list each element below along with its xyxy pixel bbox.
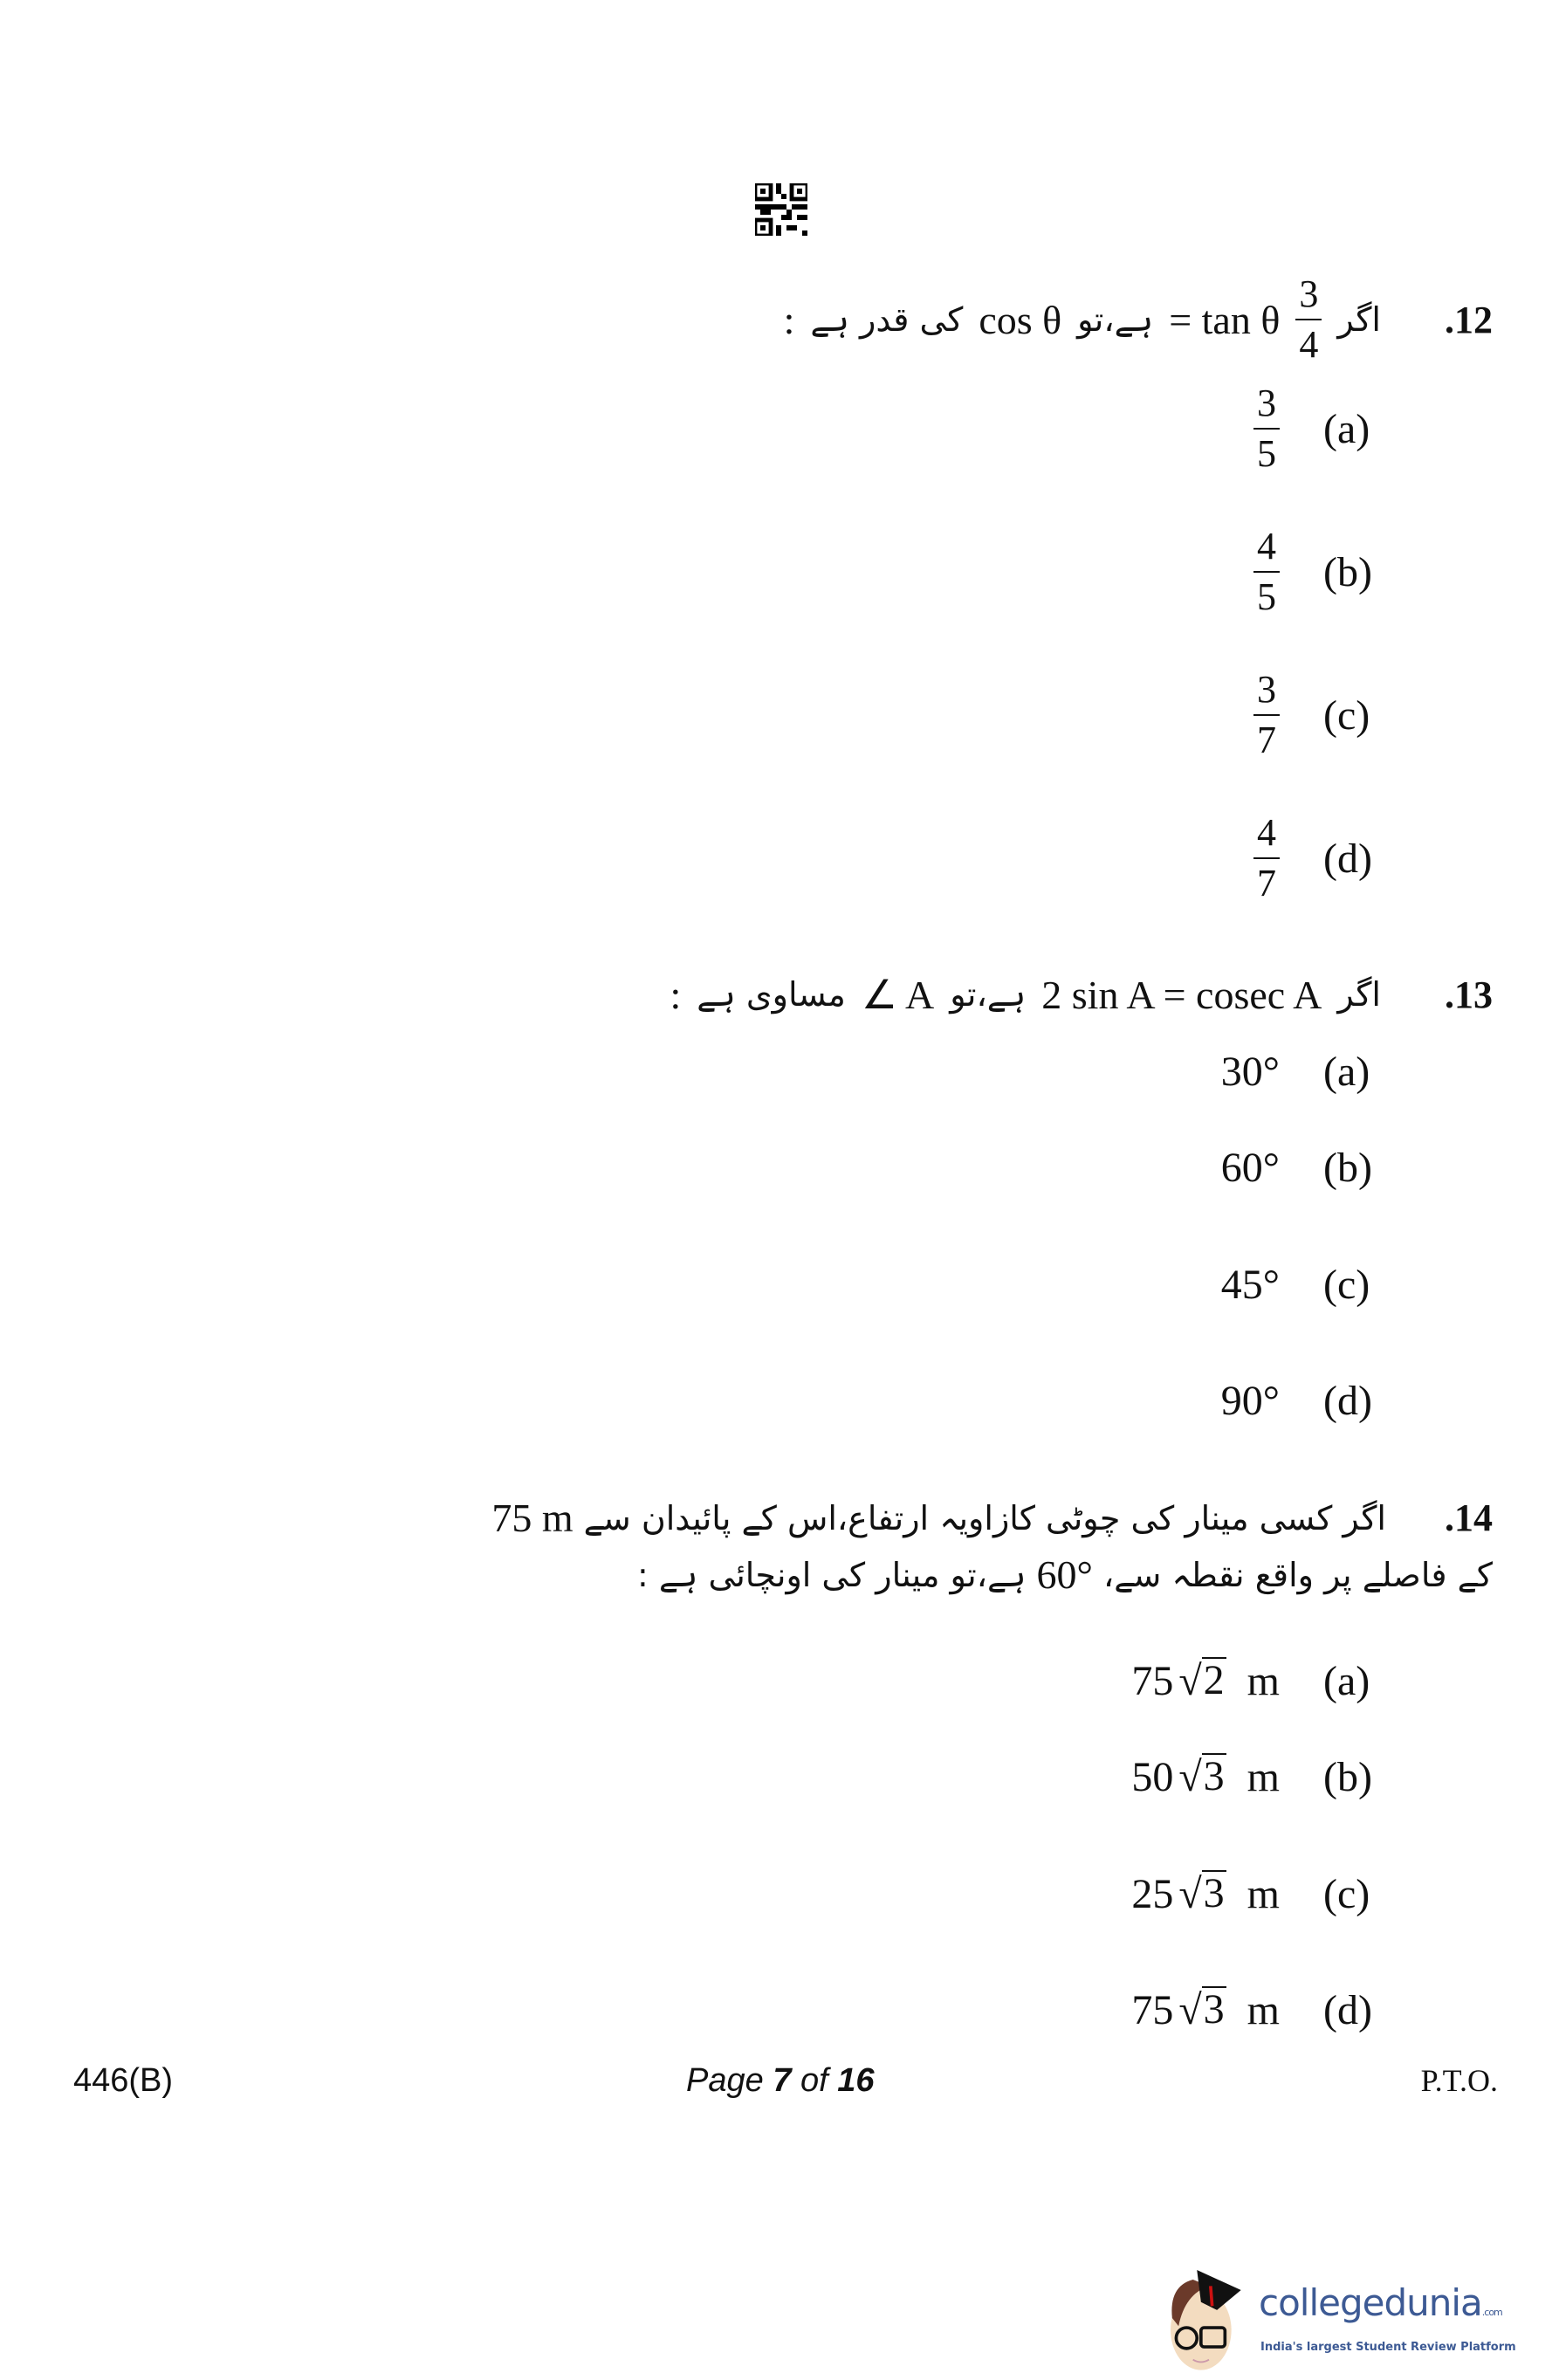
radicand: 2 — [1203, 1657, 1225, 1703]
square-root: √ 2 — [1178, 1657, 1225, 1704]
option-c[interactable] — [1149, 1261, 1384, 1309]
coefficient: 75 — [1131, 1658, 1174, 1704]
angle-expression: ∠ A — [861, 973, 935, 1017]
colon: : — [670, 972, 682, 1017]
question-number: .14 — [1445, 1496, 1493, 1539]
option-a[interactable] — [1149, 1048, 1384, 1096]
option-d[interactable] — [1131, 1986, 1384, 2034]
option-b[interactable] — [1149, 1144, 1384, 1192]
question-text: اگر — [1337, 975, 1381, 1014]
option-label: (a) — [1323, 1658, 1370, 1704]
question-text: ہے،تو — [1077, 300, 1154, 339]
question-number: .12 — [1445, 298, 1493, 341]
option-value: 90° — [1220, 1378, 1280, 1424]
radicand: 3 — [1203, 1986, 1225, 2033]
option-a[interactable] — [1131, 1657, 1384, 1705]
option-c[interactable] — [1131, 1870, 1384, 1918]
option-label: (d) — [1323, 835, 1372, 882]
question-text: مساوی ہے — [697, 975, 846, 1014]
question-text: اگر کسی مینار کی چوٹی کازاویہ ارتفاع،اس کے پائیدان سے — [583, 1498, 1386, 1537]
page-indicator — [686, 2062, 875, 2100]
page-mid: of — [791, 2062, 838, 2099]
coefficient: 50 — [1131, 1754, 1174, 1800]
page-total: 16 — [837, 2062, 875, 2099]
logo-suffix: .com — [1481, 2307, 1502, 2318]
pto-label: P.T.O. — [1420, 2063, 1498, 2098]
fraction — [1253, 527, 1280, 616]
option-label: (b) — [1323, 1145, 1372, 1191]
numerator: 3 — [1257, 668, 1276, 711]
distance: 75 m — [491, 1496, 573, 1540]
option-a[interactable] — [1149, 384, 1384, 473]
option-value: 45° — [1220, 1262, 1280, 1308]
equation: = tan θ — [1169, 297, 1281, 342]
numerator: 3 — [1299, 272, 1319, 315]
square-root: √ 3 — [1178, 1753, 1225, 1800]
paper-code: 446(B) — [73, 2062, 174, 2099]
numerator: 4 — [1257, 811, 1276, 854]
collegedunia-logo — [1161, 2257, 1554, 2380]
option-value: 60° — [1220, 1145, 1280, 1191]
page-prefix: Page — [686, 2062, 773, 2099]
qr-code-icon — [755, 183, 807, 236]
question-number: .13 — [1445, 973, 1493, 1016]
page-number: 7 — [773, 2062, 792, 2099]
square-root: √ 3 — [1178, 1870, 1225, 1917]
equation: 2 sin A = cosec A — [1041, 972, 1322, 1017]
fraction — [1253, 668, 1280, 761]
option-label: (d) — [1323, 1987, 1372, 2033]
square-root: √ 3 — [1178, 1986, 1225, 2033]
denominator: 7 — [1257, 719, 1276, 761]
colon: : — [783, 297, 795, 342]
numerator: 3 — [1257, 382, 1276, 424]
option-d[interactable] — [1149, 811, 1384, 905]
option-label: (c) — [1323, 1871, 1370, 1917]
unit: m — [1247, 1987, 1280, 2033]
radicand: 3 — [1203, 1870, 1225, 1916]
denominator: 5 — [1257, 432, 1276, 475]
question-text: کے فاصلے پر واقع نقطہ سے، — [1102, 1555, 1493, 1594]
logo-wordmark — [1259, 2281, 1502, 2324]
denominator: 4 — [1299, 323, 1319, 366]
radicand: 3 — [1203, 1753, 1225, 1799]
angle: 60° — [1036, 1552, 1093, 1597]
expression: cos θ — [979, 297, 1062, 342]
logo-tagline: India's largest Student Review Platform — [1260, 2341, 1516, 2354]
mascot-icon — [1161, 2257, 1257, 2380]
question-13 — [670, 971, 1494, 1018]
logo-name: collegedunia — [1259, 2281, 1482, 2324]
option-b[interactable] — [1131, 1753, 1384, 1801]
option-label: (c) — [1323, 1262, 1370, 1308]
question-text: کی قدر ہے — [810, 300, 964, 339]
question-text-line-2: اونچائی ہے : — [637, 1555, 812, 1594]
option-value: 30° — [1220, 1049, 1280, 1095]
fraction — [1253, 384, 1280, 473]
fraction — [1253, 811, 1280, 905]
coefficient: 75 — [1131, 1987, 1174, 2033]
denominator: 7 — [1257, 862, 1276, 905]
option-c[interactable] — [1149, 668, 1384, 761]
coefficient: 25 — [1131, 1871, 1174, 1917]
unit: m — [1247, 1871, 1280, 1917]
unit: m — [1247, 1754, 1280, 1800]
option-label: (b) — [1323, 548, 1372, 595]
question-text: ہے،تو مینار کی — [821, 1555, 1027, 1594]
option-label: (a) — [1323, 405, 1370, 452]
fraction — [1295, 272, 1322, 366]
numerator: 4 — [1257, 525, 1276, 567]
question-14 — [131, 1495, 1493, 1598]
denominator: 5 — [1257, 575, 1276, 618]
option-label: (b) — [1323, 1754, 1372, 1800]
question-text: ہے،تو — [950, 975, 1027, 1014]
option-label: (c) — [1323, 691, 1370, 739]
option-b[interactable] — [1149, 527, 1384, 616]
question-text: اگر — [1337, 300, 1381, 339]
unit: m — [1247, 1658, 1280, 1704]
option-label: (d) — [1323, 1378, 1372, 1424]
question-12 — [783, 272, 1493, 366]
option-label: (a) — [1323, 1049, 1370, 1095]
option-d[interactable] — [1149, 1377, 1384, 1425]
